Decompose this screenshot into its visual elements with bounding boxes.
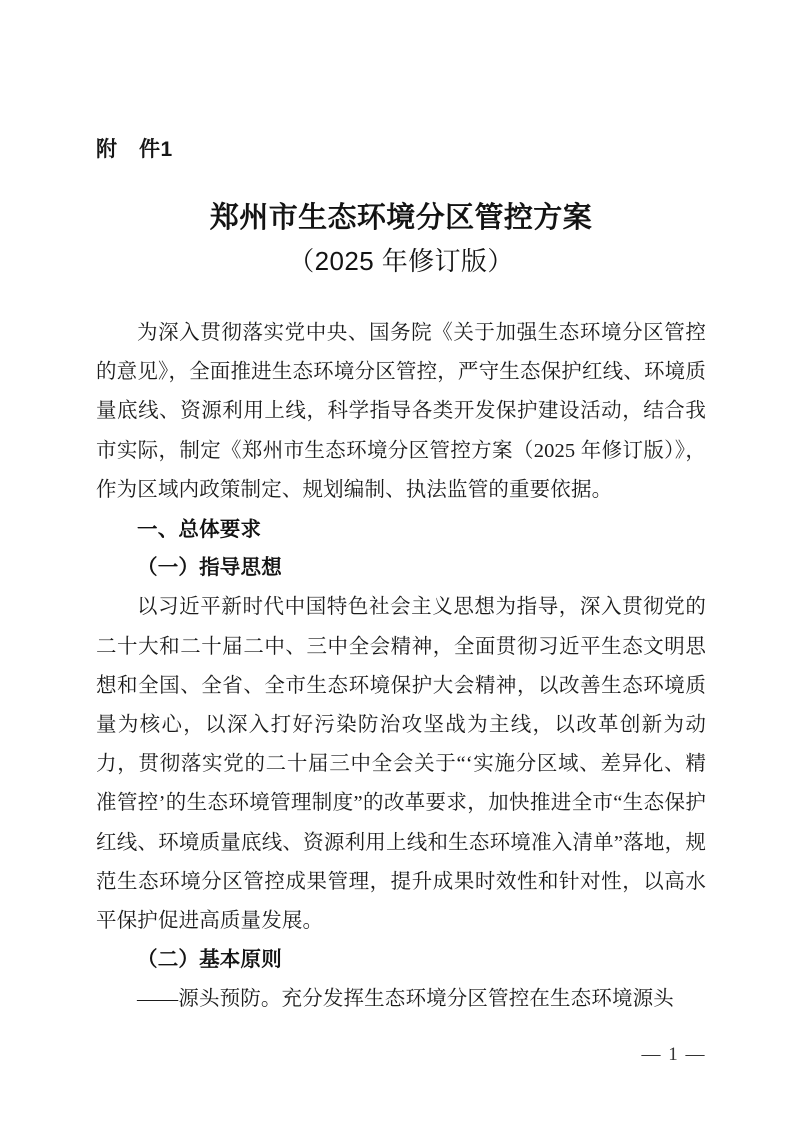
preamble-paragraph: 为深入贯彻落实党中央、国务院《关于加强生态环境分区管控的意见》，全面推进生态环境分区管控，严守生态保护红线、环境质量底线、资源利用上线，科学指导各类开发保护建设活动，结合我市实际，制定《郑州市生态环境分区管控方案（2025 年修订版）》，作为区域内政策制定、规划编制、执法监管的重要依据。 (96, 322, 706, 501)
principle-item-source-prevention: ——源头预防。充分发挥生态环境分区管控在生态环境源头 (137, 988, 674, 1011)
guiding-ideology-paragraph: 以习近平新时代中国特色社会主义思想为指导，深入贯彻党的二十大和二十届二中、三中全会精神，全面贯彻习近平生态文明思想和全国、全省、全市生态环境保护大会精神，以改善生态环境质量为核心，以深入打好污染防治攻坚战为主线，以改革创新为动力，贯彻落实党的二十届三中全会关于“‘实施分区域、差异化、精准管控’的生态环境管理制度”的改革要求，加快推进全市“生态保护红线、环境质量底线、资源利用上线和生态环境准入清单”落地，规范生态环境分区管控成果管理，提升成果时效性和针对性，以高水平保护促进高质量发展。 (96, 596, 706, 933)
subsection-heading-guiding-ideology: （一）指导思想 (137, 557, 282, 580)
document-title-block (96, 196, 706, 282)
document-title-subtitle: （2025 年修订版） (288, 246, 514, 276)
attachment-label: 附 件1 (96, 138, 173, 161)
document-body (96, 314, 706, 1020)
page-number: — 1 — (641, 1044, 706, 1065)
subsection-heading-basic-principles: （二）基本原则 (137, 949, 282, 972)
section-heading-overall-requirements: 一、总体要求 (137, 518, 262, 542)
document-title-main: 郑州市生态环境分区管控方案 (209, 202, 593, 234)
